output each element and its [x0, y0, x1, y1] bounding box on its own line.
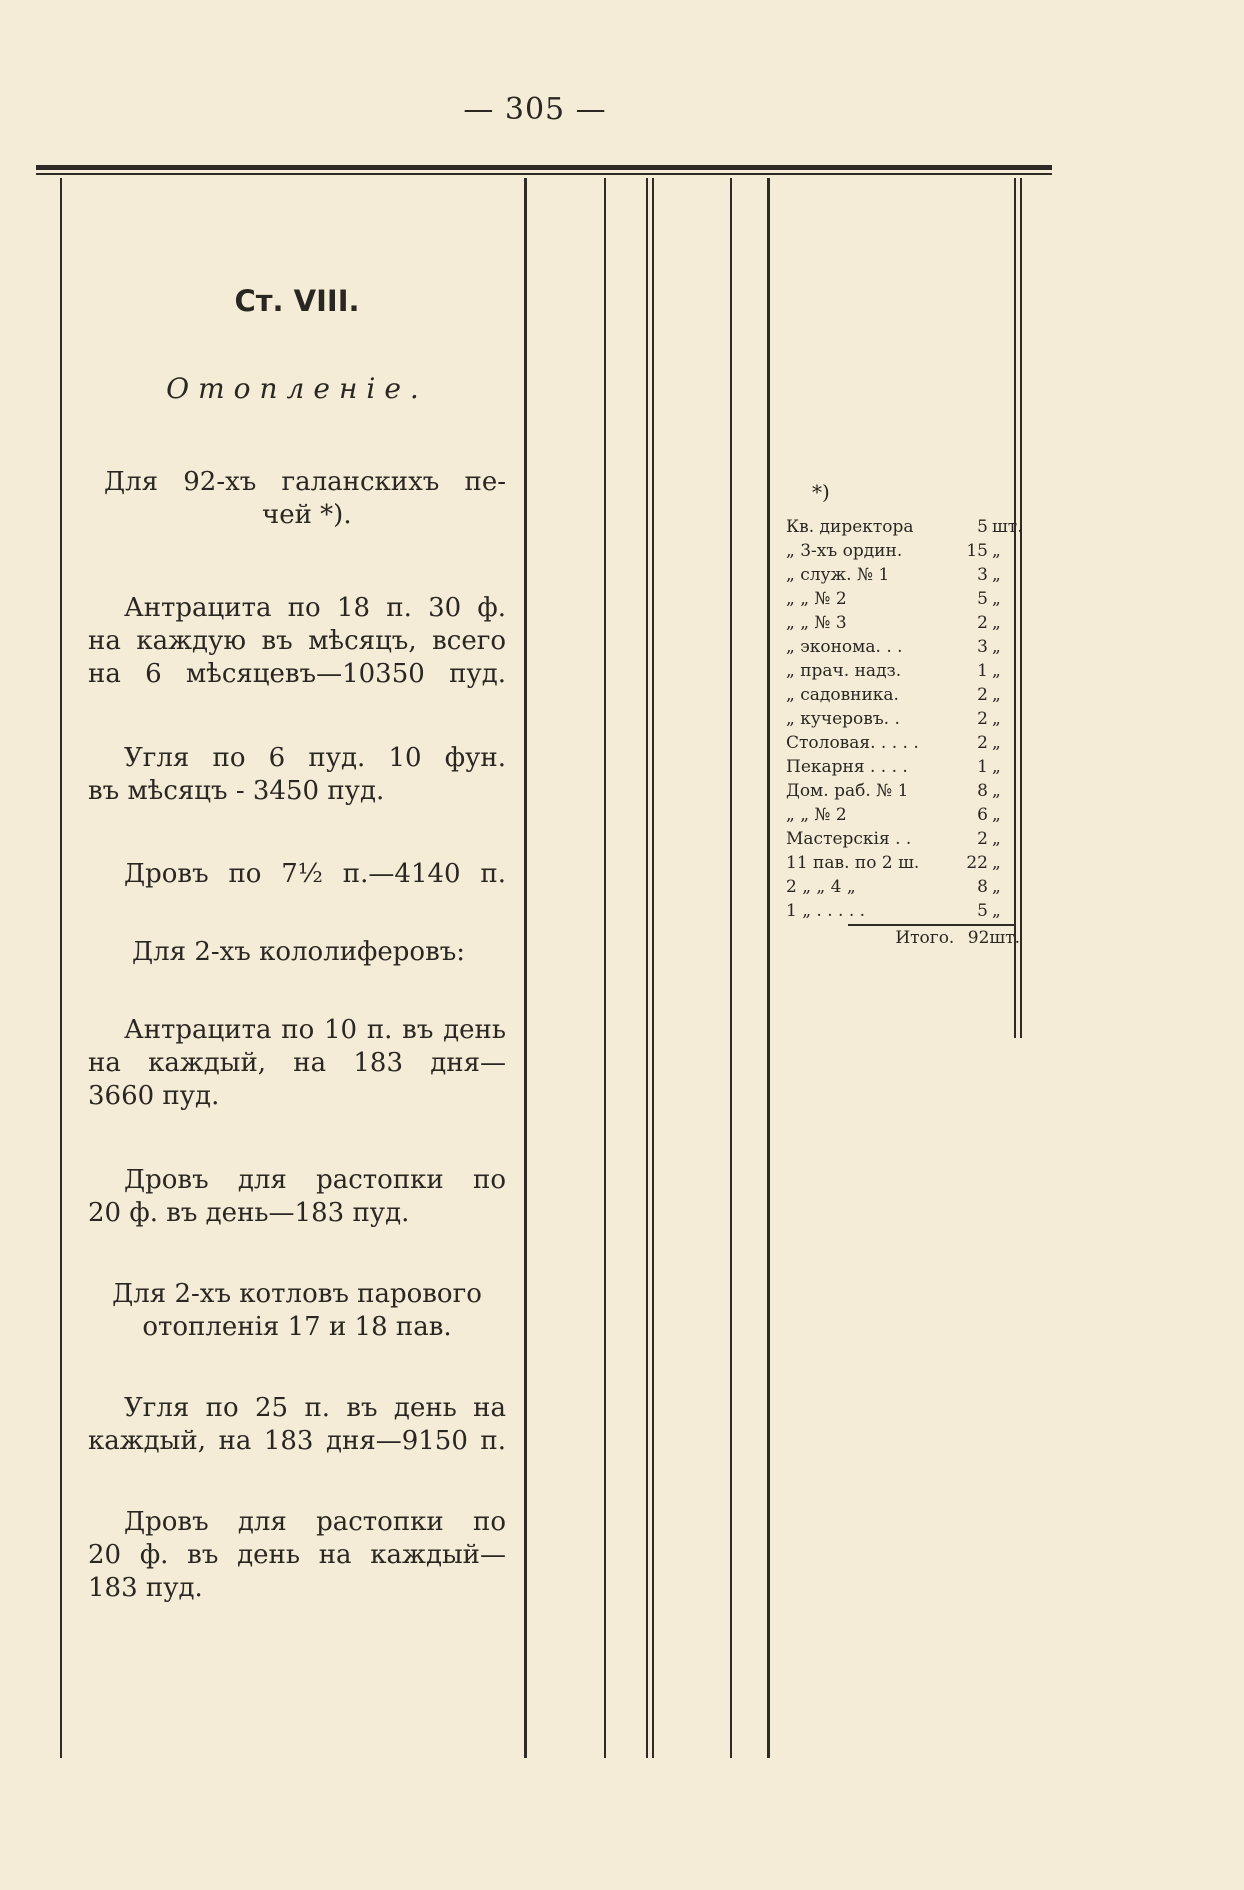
footnote-row-unit: шт.	[992, 517, 1023, 537]
text-line: Для 2-хъ кололиферовъ:	[132, 937, 466, 967]
top-rule	[36, 165, 1052, 170]
text-line: 183 пуд.	[88, 1573, 203, 1603]
text-line: Для 2-хъ котловъ парового	[112, 1279, 482, 1309]
footnote-row-value: 2	[977, 709, 988, 729]
paragraph-anthracite	[88, 592, 506, 691]
page-number: — 305 —	[463, 92, 607, 127]
footnote-row-value: 2	[977, 613, 988, 633]
paragraph-firewood	[88, 858, 506, 891]
text-line: каждый, на 183 дня—9150 п.	[88, 1426, 506, 1456]
footnote-row-unit: „	[992, 661, 1001, 681]
footnote-row-unit: „	[992, 613, 1001, 633]
table-rule	[767, 178, 770, 1758]
footnote-row	[786, 707, 1018, 731]
footnote-row	[786, 515, 1023, 539]
text-line: Угля по 6 пуд. 10 фун.	[124, 743, 506, 773]
text-line: чей *).	[262, 500, 352, 530]
paragraph-coal	[88, 742, 506, 808]
footnote-row	[786, 731, 1018, 755]
footnote-total-rule	[848, 924, 1016, 926]
footnote-row-unit: „	[992, 901, 1001, 921]
footnote-row-unit: „	[992, 757, 1001, 777]
text-line: 3660 пуд.	[88, 1081, 220, 1111]
footnote-row-unit: „	[992, 709, 1001, 729]
footnote-row-value: 5	[977, 901, 988, 921]
footnote-row-unit: „	[992, 541, 1001, 561]
footnote-row-value: 5	[977, 589, 988, 609]
text-line: Дровъ для растопки по	[124, 1507, 506, 1537]
section-heading: Отопленіе.	[166, 372, 428, 405]
footnote-row-label: Дом. раб. № 1	[786, 781, 909, 801]
paragraph-calorifers-heading	[88, 936, 506, 969]
footnote-row-label: „ „ № 2	[786, 589, 847, 609]
paragraph-boilers-heading	[88, 1278, 506, 1344]
footnote-row	[786, 875, 1018, 899]
footnote-row-unit: „	[992, 805, 1001, 825]
footnote-row-label: „ 3-хъ ордин.	[786, 541, 903, 561]
footnote-row-unit: „	[992, 685, 1001, 705]
footnote-row-label: 1 „ . . . . .	[786, 901, 866, 921]
footnote-row-value: 2	[977, 733, 988, 753]
footnote-row-label: Мастерскія . .	[786, 829, 912, 849]
footnote-row	[786, 683, 1018, 707]
footnote-row	[786, 851, 1018, 875]
text-line: Антрацита по 18 п. 30 ф.	[124, 593, 506, 623]
footnote-row-unit: „	[992, 565, 1001, 585]
footnote-row-value: 22	[966, 853, 988, 873]
footnote-row-unit: „	[992, 829, 1001, 849]
footnote-row-unit: „	[992, 781, 1001, 801]
footnote-row-value: 3	[977, 565, 988, 585]
footnote-row-unit: „	[992, 733, 1001, 753]
paragraph-calorifers-firewood	[88, 1164, 506, 1230]
footnote-row	[786, 755, 1018, 779]
footnote-row	[786, 899, 1018, 923]
table-rule	[646, 178, 648, 1758]
footnote-row	[786, 827, 1018, 851]
footnote-total	[846, 928, 1020, 948]
footnote-row-value: 2	[977, 685, 988, 705]
footnote-row-value: 3	[977, 637, 988, 657]
footnote-row	[786, 539, 1018, 563]
text-line: Антрацита по 10 п. въ день	[124, 1015, 506, 1045]
footnote-row-unit: „	[992, 637, 1001, 657]
footnote-row-label: „ служ. № 1	[786, 565, 890, 585]
footnote-row	[786, 587, 1018, 611]
table-rule-left	[60, 178, 62, 1758]
footnote-row-value: 5	[977, 517, 988, 537]
footnote-row-label: „ „ № 2	[786, 805, 847, 825]
footnote-row	[786, 563, 1018, 587]
footnote-mark: *)	[812, 480, 830, 504]
article-title: Ст. VIII.	[234, 284, 360, 318]
text-line: въ мѣсяцъ - 3450 пуд.	[88, 776, 385, 806]
footnote-row-value: 1	[977, 661, 988, 681]
text-line: 20 ф. въ день—183 пуд.	[88, 1198, 410, 1228]
footnote-row-unit: „	[992, 877, 1001, 897]
footnote-row-value: 8	[977, 781, 988, 801]
footnote-row-label: Столовая. . . . .	[786, 733, 919, 753]
footnote-row-value: 15	[966, 541, 988, 561]
footnote-row-label: 11 пав. по 2 ш.	[786, 853, 920, 873]
paragraph-calorifers-anthracite	[88, 1014, 506, 1113]
footnote-row	[786, 779, 1018, 803]
footnote-row-value: 1	[977, 757, 988, 777]
text-line: на каждый, на 183 дня—	[88, 1048, 506, 1078]
paragraph-boilers-coal	[88, 1392, 506, 1458]
table-rule	[1020, 178, 1022, 1038]
footnote-row	[786, 803, 1018, 827]
footnote-row-label: „ „ № 3	[786, 613, 847, 633]
footnote-row-value: 8	[977, 877, 988, 897]
top-rule-thin	[36, 173, 1052, 175]
table-rule	[604, 178, 606, 1758]
footnote-row-value: 2	[977, 829, 988, 849]
footnote-row-label: 2 „ „ 4 „	[786, 877, 856, 897]
footnote-row	[786, 635, 1018, 659]
footnote-table	[786, 515, 1023, 923]
text-line: Дровъ для растопки по	[124, 1165, 506, 1195]
footnote-total-label: Итого.	[895, 928, 955, 948]
table-rule	[524, 178, 527, 1758]
footnote-row-value: 6	[977, 805, 988, 825]
footnote-row	[786, 611, 1018, 635]
footnote-row-label: „ прач. надз.	[786, 661, 902, 681]
paragraph-stoves	[88, 466, 506, 532]
text-line: на каждую въ мѣсяцъ, всего	[88, 626, 506, 656]
footnote-row-label: „ садовника.	[786, 685, 899, 705]
table-rule	[652, 178, 654, 1758]
table-rule	[730, 178, 732, 1758]
paragraph-boilers-firewood	[88, 1506, 506, 1605]
footnote-row-label: Пекарня . . . .	[786, 757, 908, 777]
text-line: на 6 мѣсяцевъ—10350 пуд.	[88, 659, 506, 689]
footnote-row-label: Кв. директора	[786, 517, 914, 537]
text-line: Для 92-хъ галанскихъ пе-	[104, 467, 506, 497]
footnote-row-unit: „	[992, 589, 1001, 609]
text-line: 20 ф. въ день на каждый—	[88, 1540, 506, 1570]
text-line: отопленія 17 и 18 пав.	[142, 1312, 452, 1342]
footnote-total-value: 92шт.	[967, 928, 1020, 948]
footnote-row-label: „ кучеровъ. .	[786, 709, 900, 729]
text-line: Угля по 25 п. въ день на	[124, 1393, 506, 1423]
footnote-row	[786, 659, 1018, 683]
text-line: Дровъ по 7½ п.—4140 п.	[124, 859, 506, 889]
footnote-row-label: „ эконома. . .	[786, 637, 903, 657]
footnote-row-unit: „	[992, 853, 1001, 873]
